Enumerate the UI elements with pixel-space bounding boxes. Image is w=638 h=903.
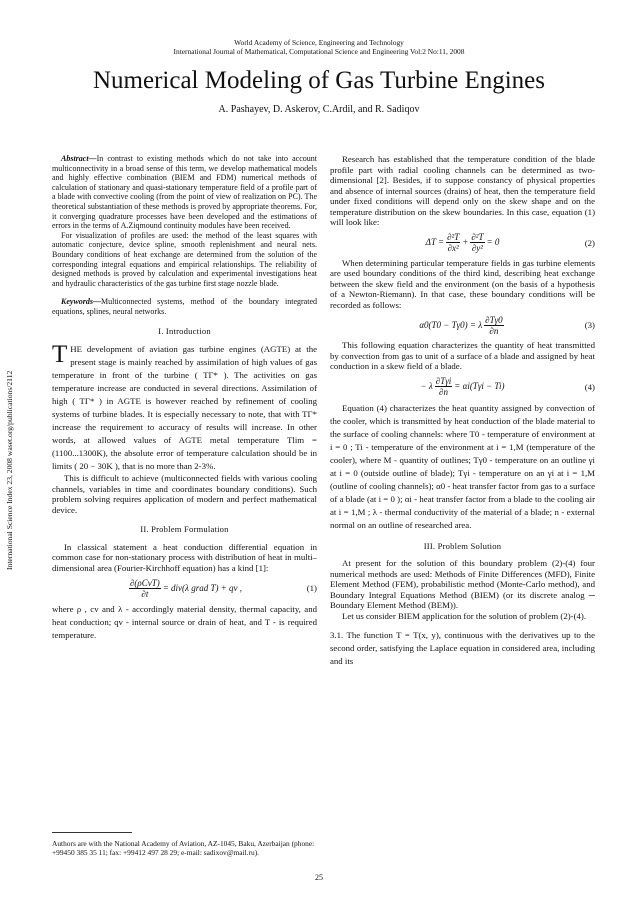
- formulation-paragraph-1: In classical statement a heat conduction differential equation in common case for non-stationary process with distribution of heat in multi–dimensional area (Fourier-Kirchhoff equation) has a kind [1]:: [52, 541, 317, 573]
- equation-2: ΔT = $\frac{\text{∂²T}}{\text{∂x²}}$ + $\frac{\text{∂²T}}{\text{∂y²}}$ = 0 (2): [425, 232, 595, 253]
- author-footnote: Authors are with the National Academy of Aviation, AZ-1045, Baku, Azerbaijan (phone: +99450 385 35 11; fax: +99412 497 28 29; e-mail: sadixov@mail.ru).: [52, 839, 315, 857]
- eq3-lhs: α0(T0 − Tγ0) = λ: [419, 319, 483, 330]
- sidebar-index-text: International Science Index 23, 2008 waset.org/publications/2112: [5, 370, 14, 570]
- drop-cap: T: [52, 341, 68, 368]
- eq4-lhs: − λ: [420, 381, 433, 392]
- eq3-numerator: ∂Tγ0: [485, 314, 503, 325]
- eq1-number: (1): [306, 582, 317, 593]
- eq2-rhs: = 0: [486, 237, 500, 248]
- abstract-label: Abstract—: [61, 154, 97, 163]
- eq2-lhs: ΔT =: [425, 237, 445, 248]
- equation-1: [52, 573, 317, 603]
- right-paragraph-6: Let us consider BIEM application for the solution of problem (2)-(4).: [342, 610, 587, 621]
- eq4-denominator: ∂n: [439, 387, 448, 397]
- equation-4: [330, 372, 595, 402]
- eq4-numerator: ∂Tγi: [435, 376, 452, 386]
- right-paragraph-4: Equation (4) characterizes the heat quantity assigned by convection of the cooler, which is transmitted by heat conduction of the blade material to the surface of cooling channels: where T0 - temperature of environment at i = 0 ; Ti - temperature of the environment at i = 1,M (temperature of the cooler), where M - quantity of outlines; Tγ0 - temperature on an outline γi at i = 0 (outside outline of blade); Tγi - temperature on an γi at i = 1,M (outline of cooling channels); α0 - heat transfer factor from gas to a surface of a blade (at i = 0 ); αi - heat transfer factor from a blade to the cooling air at i = 1,M ; λ - thermal conductivity of the material of a blade; n - external normal on an outline of researched area.: [330, 402, 595, 530]
- right-column: [330, 154, 595, 668]
- intro-paragraph-2: This is difficult to achieve (multiconnected fields with various cooling channels, variables in time and coordinates boundary conditions). Such problem solving requires application of modern and perfect mathematical device.: [52, 473, 317, 515]
- eq4-number: (4): [584, 381, 595, 392]
- eq2-den1: ∂x²: [447, 243, 459, 253]
- section-heading-introduction: I. Introduction: [158, 325, 211, 336]
- eq3-number: (3): [584, 319, 595, 330]
- abstract-text-2: For visualization of profiles are used: the method of the least squares with automatic conjecture, device spline, smooth replenishment and neural nets. Boundary conditions of heat exchange are determined from the solution of the corresponding integral equations and empirical relationships. The reliability of designed methods is proved by calculation and experimental investigations heat and hydraulic characteristics of the gas turbine first stage nozzle blade.: [52, 230, 317, 288]
- page-number: 25: [315, 873, 323, 882]
- eq3-denominator: ∂n: [489, 325, 499, 336]
- right-paragraph-5: At present for the solution of this boundary problem (2)-(4) four numerical methods are used: Methods of Finite Differences (MFD), Finite Element Method (FEM), probabilistic method (Monte-Carlo method), and Boundary Integral Equations Method (BIEM) (or its discrete analog ─ Boundary Element Method (BEM)).: [330, 558, 595, 610]
- eq1-numerator: ∂(ρCvT): [129, 577, 160, 588]
- right-paragraph-7: 3.1. The function T = T(x, y), continuous with the derivatives up to the second order, satisfying the Laplace equation in considered area, including and its: [330, 630, 595, 666]
- right-paragraph-3: This following equation characterizes the quantity of heat transmitted by convection from gas to unit of a surface of a blade and assigned by heat conduction in a skew field of a blade.: [330, 340, 595, 371]
- eq4-rhs: = αi(Tγi − Ti): [454, 381, 505, 392]
- equation-3: [330, 310, 595, 340]
- eq2-num1: ∂²T: [447, 232, 460, 242]
- eq1-rhs: = div(λ grad T) + qv ,: [162, 582, 243, 593]
- section-heading-solution: III. Problem Solution: [423, 540, 502, 551]
- paper-title: Numerical Modeling of Gas Turbine Engines: [92, 67, 546, 94]
- formulation-paragraph-2: where ρ , cv and λ - accordingly material density, thermal capacity, and heat conduction; qv - internal source or drain of heat, and T - is required temperature.: [52, 604, 317, 640]
- abstract: [52, 154, 317, 317]
- journal-header-line1: World Academy of Science, Engineering and Technology: [234, 38, 404, 47]
- abstract-text: In contrast to existing methods which do not take into account multiconnectivity in a broad sense of this term, we develop mathematical models and highly effective combination (BIEM and FDM) numerical methods of calculation of stationary and quasi-stationary temperature field of a profile part of a blade with convective cooling (from the point of view of realization on PC). The theoretical substantiation of these methods is proved by appropriate theorems. For, it converging quadrature processes have been developed and the estimations of errors in the terms of A.Ziqmound continuity modules have been received.: [52, 154, 317, 231]
- right-paragraph-1: Research has established that the temperature condition of the blade profile part with radial cooling channels can be determined as two-dimensional [2]. Besides, if to suppose constancy of physical properties and absence of internal sources (drains) of heat, then the temperature field under fixed conditions will depend only on the skew shape and on the temperature distribution on the skew boundaries. In this case, equation (1) will look like:: [330, 154, 595, 227]
- intro-paragraph-1: HE development of aviation gas turbine engines (AGTE) at the present stage is mainly reached by assimilation of high values of gas temperature in front of the turbine ( TΓ* ). The activities on gas temperature increase are conducted in several directions. Assimilation of high ( TΓ* ) in AGTE is however reached by refinement of cooling systems of turbine blades. It is especially necessary to note, that with TΓ* increase the requirement to accuracy of results will increase. In other words, at allowed values of AGTE metal temperature Tlim = (1100...1300K), the absolute error of temperature calculation should be in limits ( 20 − 30K ), that is no more than 2-3%.: [52, 344, 317, 471]
- right-paragraph-2: When determining particular temperature fields in gas turbine elements are used boundary conditions of the third kind, describing heat exchange between the skew field and the environment (on the basis of a hypothesis of a Newton-Riemann). In that case, these boundary conditions will be recorded as follows:: [330, 257, 595, 310]
- paper-authors: A. Pashayev, D. Askerov, C.Ardil, and R. Sadiqov: [218, 104, 420, 115]
- eq2-num2: ∂²T: [471, 232, 484, 242]
- eq2-number: (2): [584, 237, 595, 248]
- eq1-denominator: ∂t: [141, 588, 149, 599]
- eq2-den2: ∂y²: [471, 243, 483, 253]
- left-column: [52, 154, 317, 642]
- keywords-text: Multiconnected systems, method of the boundary integrated equations, splines, neural networks.: [52, 297, 317, 316]
- journal-header-line2: International Journal of Mathematical, Computational Science and Engineering Vol:2 No:11, 2008: [173, 47, 465, 56]
- keywords-label: Keywords—: [61, 297, 101, 307]
- section-heading-formulation: II. Problem Formulation: [140, 524, 229, 534]
- footnote-rule: [52, 832, 132, 833]
